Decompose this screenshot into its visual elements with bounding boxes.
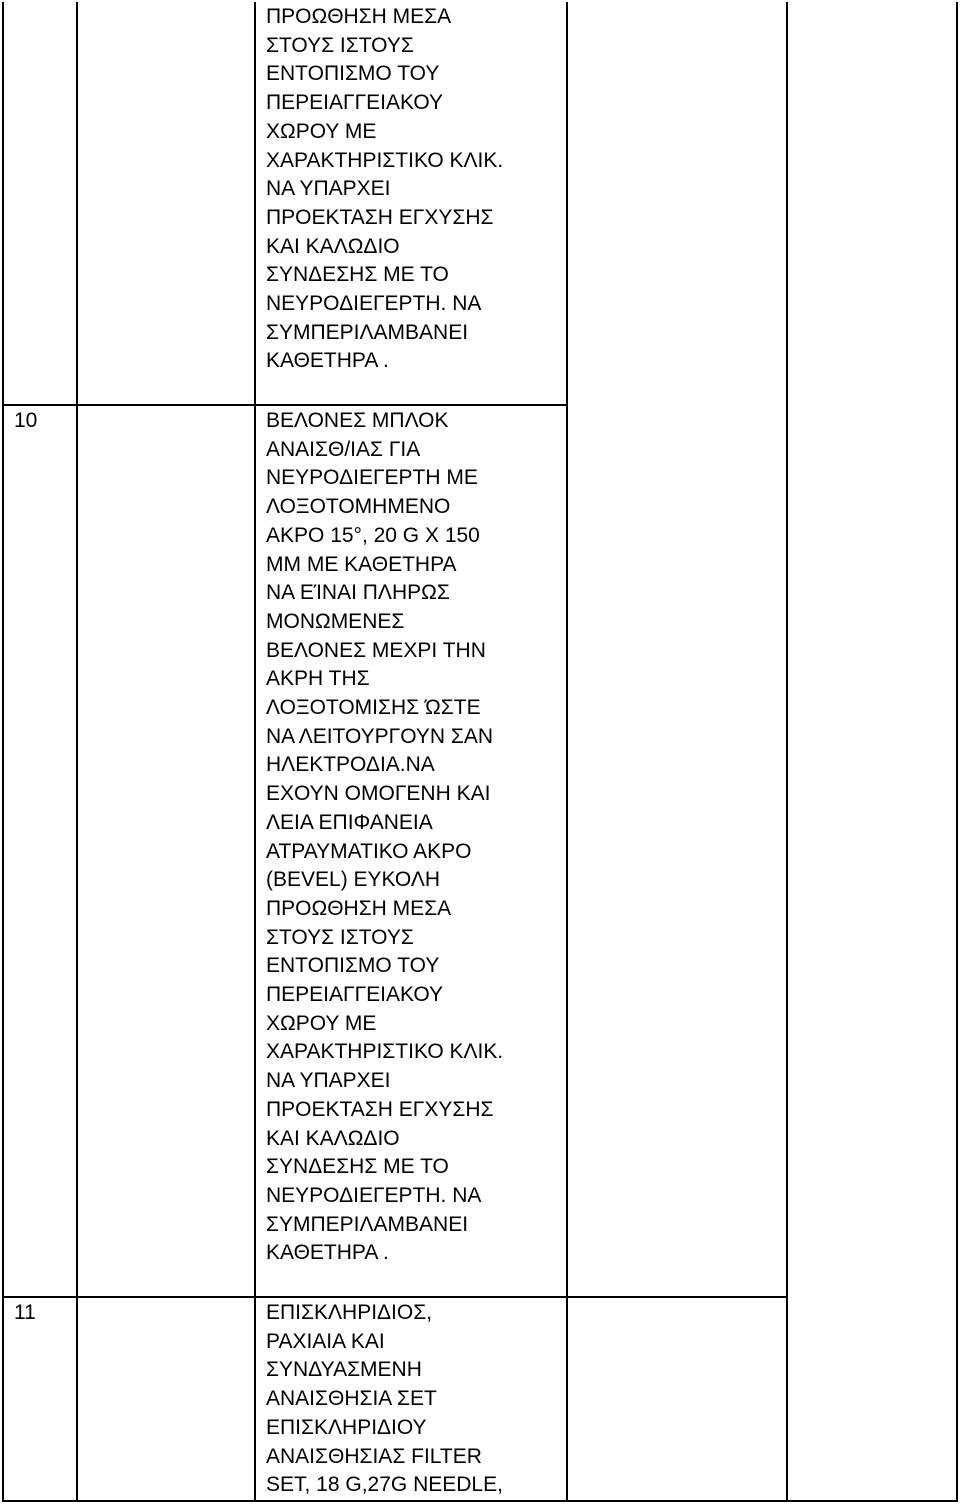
table-border-bottom: [2, 1500, 958, 1502]
row-number: 11: [14, 1301, 36, 1324]
table-border-right: [956, 2, 958, 1502]
row-divider-2: [2, 1296, 788, 1298]
column-divider-4: [786, 2, 788, 1502]
row-description: ΒΕΛΟΝΕΣ ΜΠΛΟΚ ΑΝΑΙΣΘ/ΙΑΣ ΓΙΑ ΝΕΥΡΟΔΙΕΓΕΡΤΗ ΜΕ ΛΟΞΟΤΟΜΗΜΕΝΟ ΑΚΡΟ 15°, 20 G X 150 MM ΜΕ ΚΑΘΕΤΗΡΑ ΝΑ ΕΊΝΑΙ ΠΛΗΡΩΣ ΜΟΝΩΜΕΝΕΣ ΒΕΛΟΝΕΣ ΜΕΧΡΙ ΤΗΝ ΑΚΡΗ ΤΗΣ ΛΟΞΟΤΟΜΙΣΗΣ ΏΣΤΕ ΝΑ ΛΕΙΤΟΥΡΓΟΥΝ ΣΑΝ ΗΛΕΚΤΡΟΔΙΑ.ΝΑ ΕΧΟΥΝ ΟΜΟΓΕΝΗ ΚΑΙ ΛΕΙΑ ΕΠΙΦΑΝΕΙΑ ΑΤΡΑΥΜΑΤΙΚΟ ΑΚΡΟ (BEVEL) ΕΥΚΟΛΗ ΠΡΟΩΘΗΣΗ ΜΕΣΑ ΣΤΟΥΣ ΙΣΤΟΥΣ ΕΝΤΟΠΙΣΜΟ ΤΟΥ ΠΕΡΕΙΑΓΓΕΙΑΚΟΥ ΧΩΡΟΥ ΜΕ ΧΑΡΑΚΤΗΡΙΣΤΙΚΟ ΚΛΙΚ. ΝΑ ΥΠΑΡΧΕΙ ΠΡΟΕΚΤΑΣΗ ΕΓΧΥΣΗΣ ΚΑΙ ΚΑΛΩΔΙΟ ΣΥΝΔΕΣΗΣ ΜΕ ΤΟ ΝΕΥΡΟΔΙΕΓΕΡΤΗ. ΝΑ ΣΥΜΠΕΡΙΛΑΜΒΑΝΕΙ ΚΑΘΕΤΗΡΑ .: [266, 409, 504, 1265]
table-border-left: [2, 2, 4, 1502]
column-divider-2: [254, 2, 256, 1502]
row-number: 10: [14, 409, 38, 432]
row-divider-1: [2, 404, 568, 406]
row-description: ΕΠΙΣΚΛΗΡΙΔΙΟΣ, ΡΑΧΙΑΙΑ ΚΑΙ ΣΥΝΔΥΑΣΜΕΝΗ ΑΝΑΙΣΘΗΣΙΑ ΣΕΤ ΕΠΙΣΚΛΗΡΙΔΙΟΥ ΑΝΑΙΣΘΗΣΙΑΣ FILTER SET, 18 G,27G NEEDLE,: [266, 1301, 503, 1497]
column-divider-3: [566, 2, 568, 1502]
column-divider-1: [76, 2, 78, 1502]
row-description: ΠΡΟΩΘΗΣΗ ΜΕΣΑ ΣΤΟΥΣ ΙΣΤΟΥΣ ΕΝΤΟΠΙΣΜΟ ΤΟΥ ΠΕΡΕΙΑΓΓΕΙΑΚΟΥ ΧΩΡΟΥ ΜΕ ΧΑΡΑΚΤΗΡΙΣΤΙΚΟ ΚΛΙΚ. ΝΑ ΥΠΑΡΧΕΙ ΠΡΟΕΚΤΑΣΗ ΕΓΧΥΣΗΣ ΚΑΙ ΚΑΛΩΔΙΟ ΣΥΝΔΕΣΗΣ ΜΕ ΤΟ ΝΕΥΡΟΔΙΕΓΕΡΤΗ. ΝΑ ΣΥΜΠΕΡΙΛΑΜΒΑΝΕΙ ΚΑΘΕΤΗΡΑ .: [266, 5, 504, 373]
